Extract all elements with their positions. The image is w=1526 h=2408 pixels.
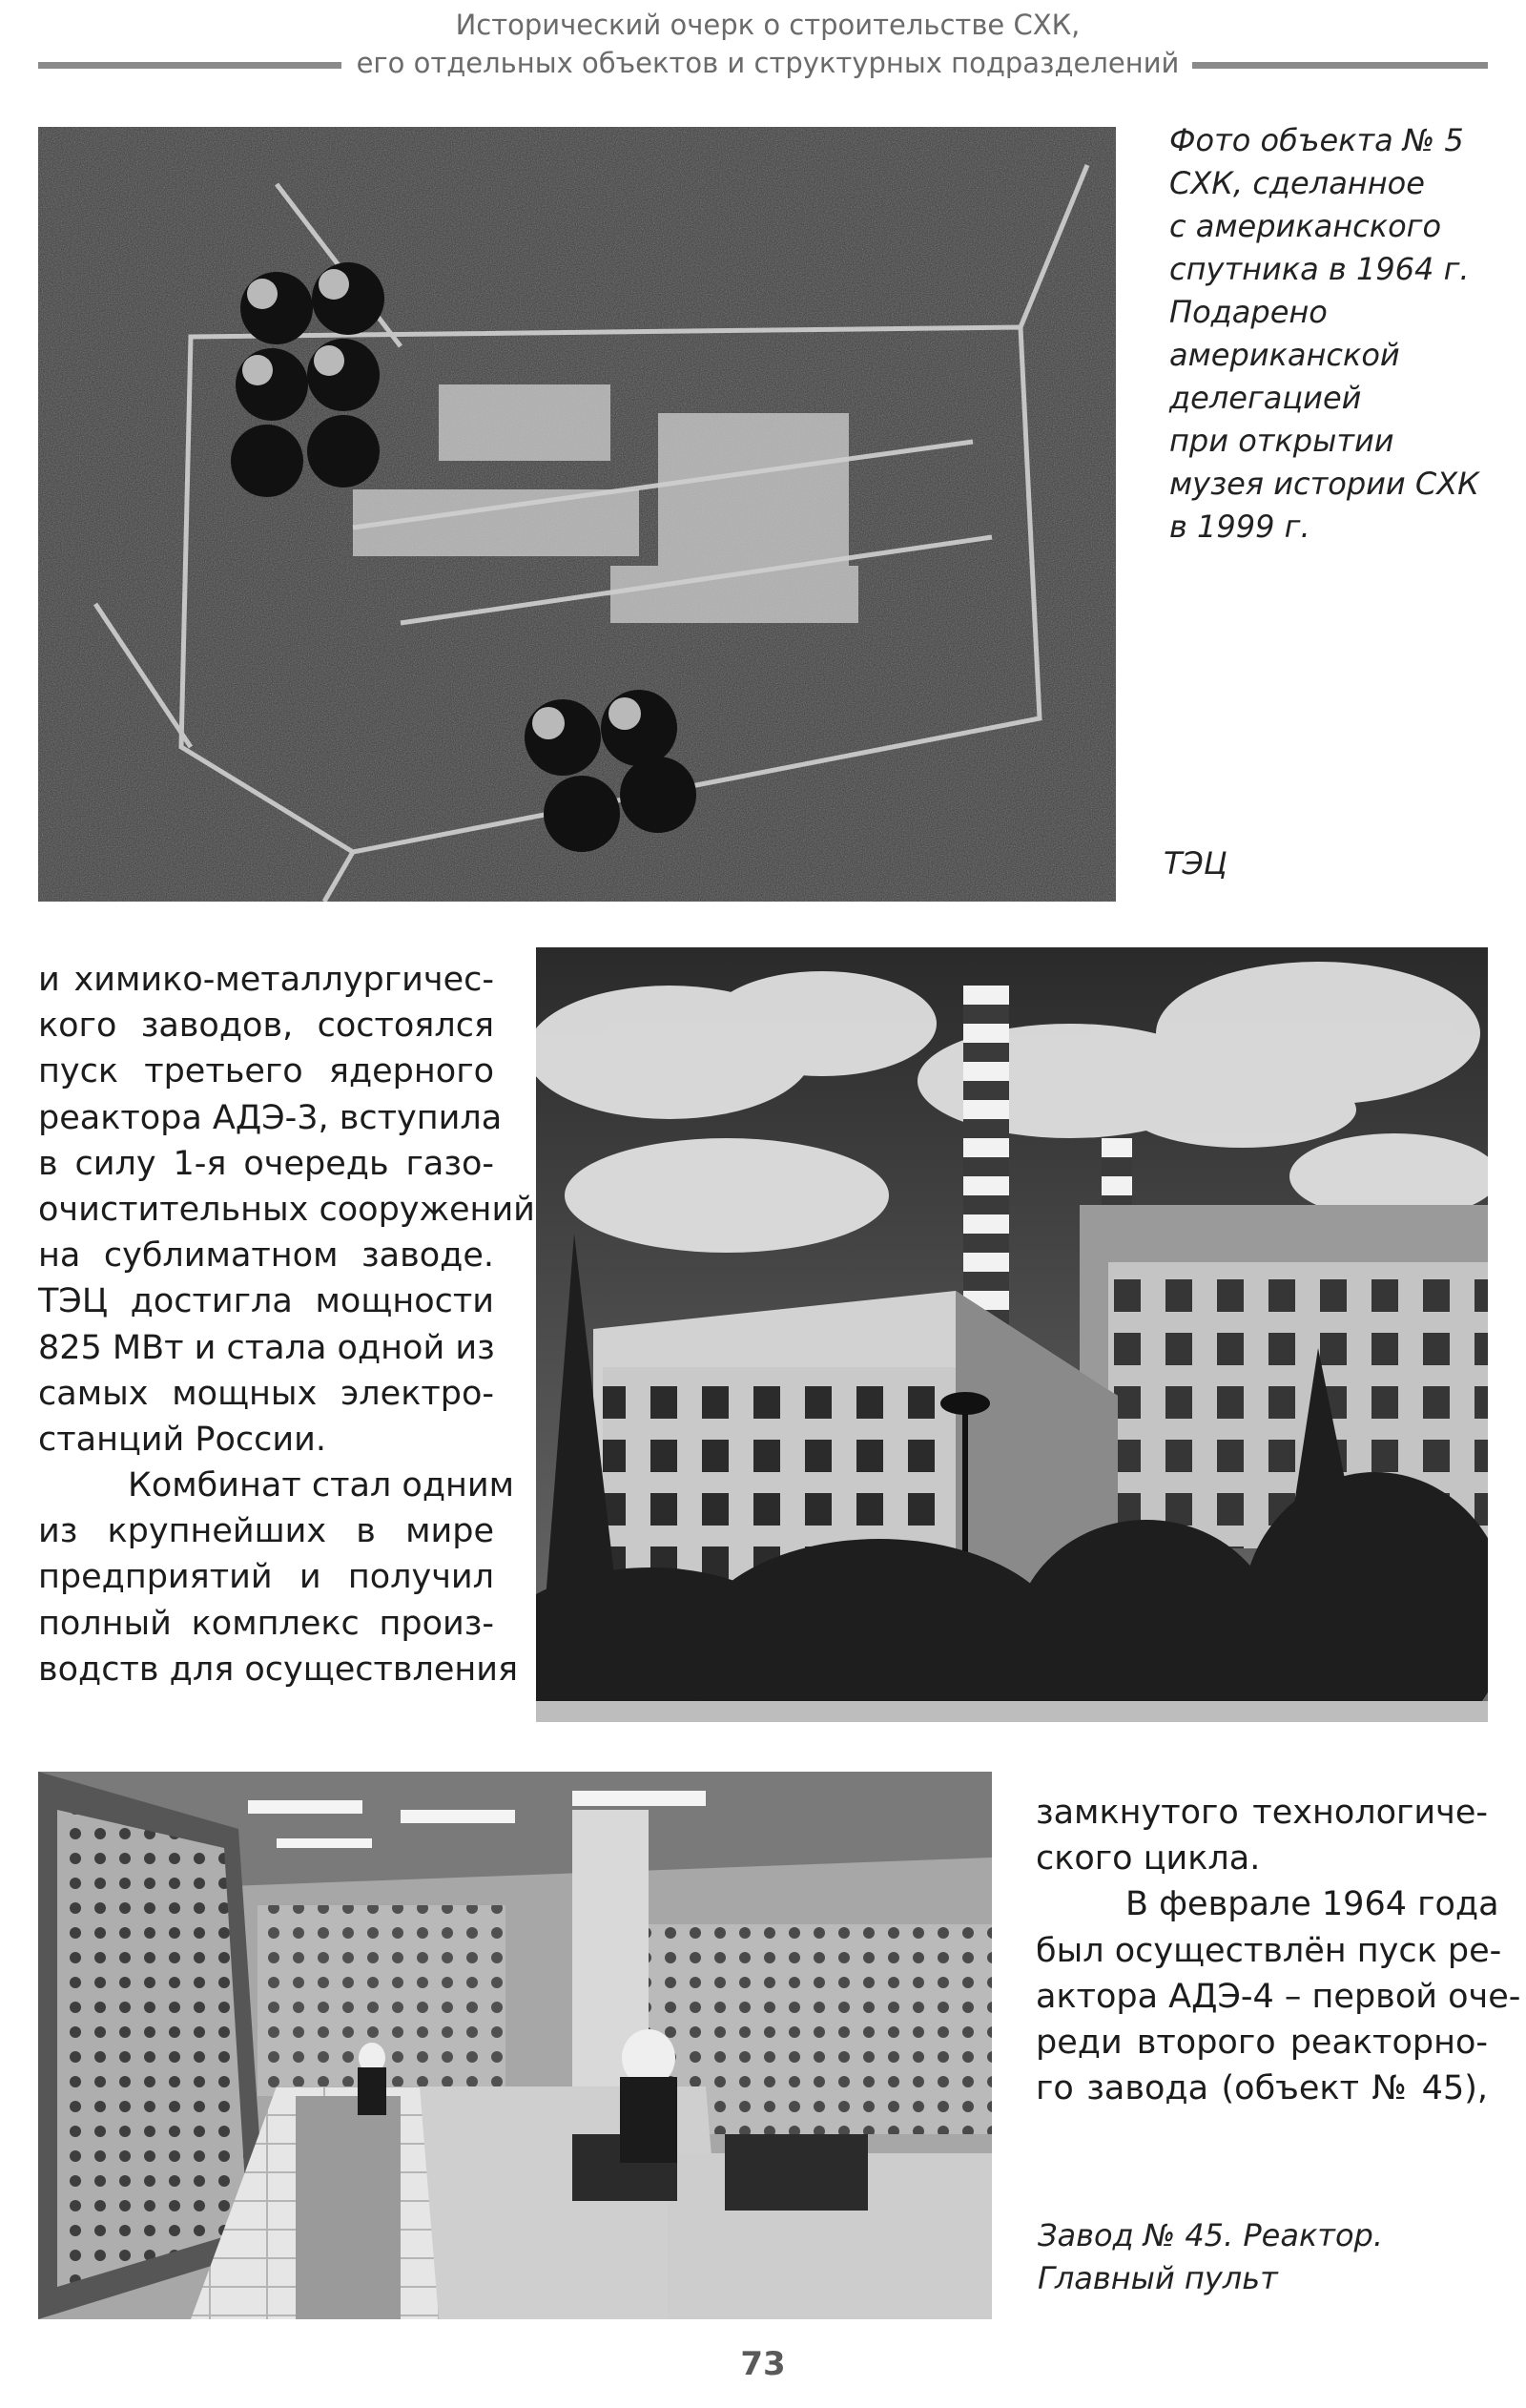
body-text-right: [1036, 1790, 1521, 2111]
header-title-line-2: его отдельных объектов и структурных подразделений: [356, 47, 1180, 79]
text-line: водств для осуществления: [38, 1650, 519, 1689]
text-line: реди второго реакторно-: [1036, 2023, 1488, 2062]
control-room-photo-image: [38, 1772, 992, 2319]
caption-line: в 1999 г.: [1169, 509, 1310, 545]
text-line: очистительных сооружений: [38, 1190, 535, 1229]
text-line: на сублиматном заводе.: [38, 1236, 494, 1276]
text-line: кого заводов, состоялся: [38, 1007, 494, 1046]
caption-line: Подарено: [1169, 294, 1328, 330]
text-line: замкнутого технологиче-: [1036, 1794, 1488, 1832]
text-line: Комбинат стал одним: [128, 1466, 515, 1505]
caption-line: Главный пульт: [1038, 2260, 1278, 2296]
text-line: актора АДЭ-4 – первой оче-: [1036, 1977, 1521, 2016]
caption-line: с американского: [1169, 208, 1442, 244]
caption-line: при открытии: [1169, 423, 1394, 459]
text-line: был осуществлён пуск ре-: [1036, 1931, 1502, 1970]
tec-photo-image: [536, 947, 1488, 1722]
text-line: полный комплекс произ-: [38, 1604, 494, 1643]
satellite-photo-image: [38, 127, 1116, 902]
body-text-left: [38, 957, 535, 1692]
header-title: [353, 6, 1183, 82]
text-line: го завода (объект № 45),: [1036, 2069, 1488, 2108]
tec-photo-caption: ТЭЦ: [1164, 845, 1227, 882]
tec-photo: [536, 947, 1488, 1722]
text-line: ТЭЦ достигла мощности: [38, 1282, 494, 1321]
text-line: предприятий и получил: [38, 1558, 494, 1597]
caption-line: Завод № 45. Реактор.: [1038, 2217, 1383, 2253]
header-title-line-1: Исторический очерк о строительстве СХК,: [455, 9, 1081, 41]
header-rule-right: [1192, 62, 1488, 69]
text-line: ского цикла.: [1036, 1839, 1261, 1879]
text-line: в силу 1-я очередь газо-: [38, 1144, 494, 1183]
caption-line: делегацией: [1169, 380, 1362, 416]
satellite-photo: [38, 127, 1116, 902]
caption-line: американской: [1169, 337, 1400, 373]
text-line: реактора АДЭ-3, вступила: [38, 1098, 503, 1137]
text-line: из крупнейших в мире: [38, 1512, 494, 1551]
text-line: пуск третьего ядерного: [38, 1052, 494, 1091]
text-line: и химико-металлургичес-: [38, 961, 494, 999]
caption-line: Фото объекта № 5: [1169, 122, 1464, 158]
caption-line: музея истории СХК: [1169, 466, 1479, 502]
satellite-photo-caption: [1169, 119, 1484, 549]
page-number: 73: [740, 2345, 786, 2383]
text-line: самых мощных электро-: [38, 1374, 494, 1413]
caption-line: спутника в 1964 г.: [1169, 251, 1470, 287]
caption-line: СХК, сделанное: [1169, 165, 1425, 201]
text-line: В феврале 1964 года: [1125, 1885, 1499, 1924]
control-room-caption: [1038, 2214, 1476, 2300]
control-room-photo: [38, 1772, 992, 2319]
header-rule-left: [38, 62, 341, 69]
text-line: станций России.: [38, 1420, 327, 1459]
running-header: [38, 6, 1488, 82]
text-line: 825 МВт и стала одной из: [38, 1328, 495, 1367]
